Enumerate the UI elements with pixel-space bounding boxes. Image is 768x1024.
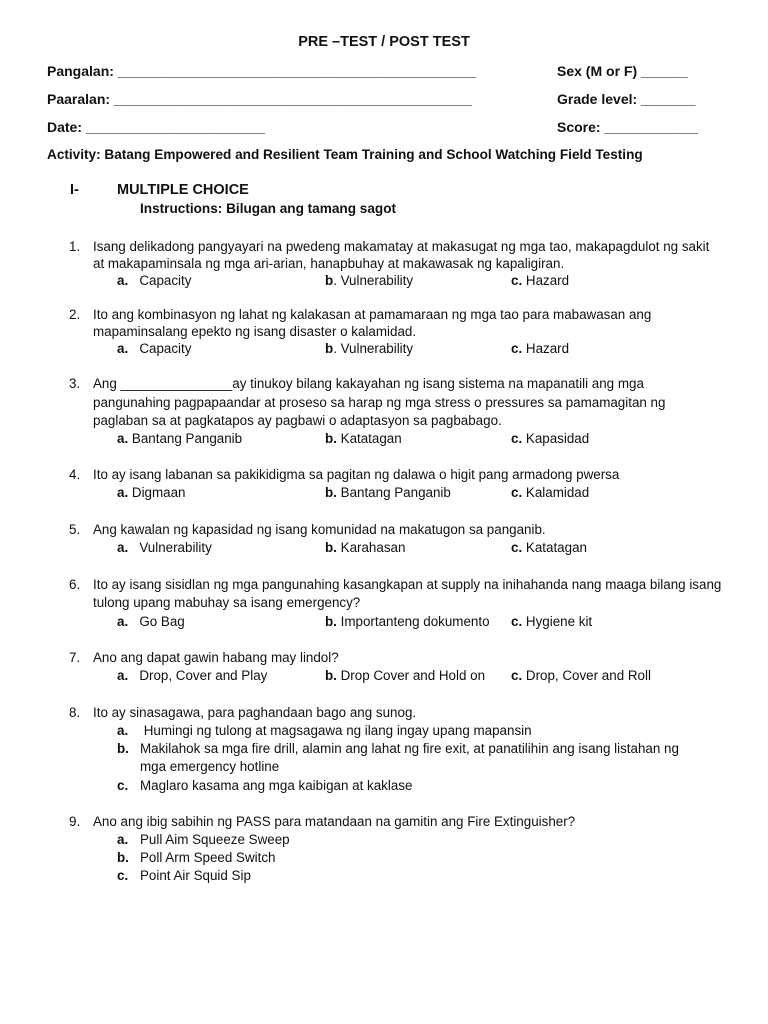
question-line: Ito ay isang sisidlan ng mga pangunahing kasangkapan at supply na inihahanda nang maaga bilang isang: [93, 577, 722, 592]
question-line: Isang delikadong pangyayari na pwedeng makamatay at makasugat ng mga tao, makapagdulot ng sakit: [93, 239, 710, 254]
option-text: Hygiene kit: [525, 614, 593, 629]
option-text: Capacity: [139, 341, 192, 356]
section-number: I-: [70, 182, 79, 198]
option-c[interactable]: [511, 272, 569, 289]
question-text: [93, 649, 733, 666]
option-text: Hazard: [525, 341, 570, 356]
question-number: 9.: [69, 814, 81, 829]
option-a[interactable]: [117, 430, 242, 447]
option-b[interactable]: [325, 340, 413, 357]
option-letter: a.: [117, 668, 129, 683]
option-letter: b.: [117, 850, 129, 865]
option-text: Drop Cover and Hold on: [340, 668, 486, 683]
option-letter: a.: [117, 723, 129, 738]
option-letter: b.: [325, 485, 337, 500]
option-letter: a.: [117, 431, 129, 446]
option-b[interactable]: [325, 667, 485, 684]
option-letter: c.: [511, 485, 523, 500]
option-text: Poll Arm Speed Switch: [140, 850, 276, 865]
question-line: Ito ang kombinasyon ng lahat ng kalakasan at pamamaraan ng mga tao para mabawasan ang: [93, 307, 652, 322]
question-line: at makapaminsala ng mga ari-arian, hanapbuhay at makawasak ng kapaligiran.: [93, 256, 565, 271]
option-text: Digmaan: [131, 485, 186, 500]
option-text: Bantang Panganib: [340, 485, 451, 500]
option-text: Kapasidad: [525, 431, 590, 446]
option-letter: a.: [117, 485, 129, 500]
option-letter: b.: [117, 741, 129, 756]
option-a[interactable]: [117, 484, 186, 501]
option-b[interactable]: [325, 539, 405, 556]
question-text: [93, 704, 733, 721]
option-text: Drop, Cover and Play: [139, 668, 268, 683]
option-b[interactable]: [325, 484, 451, 501]
question-line: tulong upang mabuhay sa isang emergency?: [93, 595, 361, 610]
question-number: 2.: [69, 307, 81, 322]
option-letter: b: [325, 341, 334, 356]
question-number: 4.: [69, 467, 81, 482]
sex-field: Sex (M or F) ______: [557, 63, 688, 79]
question-line: Ito ay sinasagawa, para paghandaan bago ang sunog.: [93, 705, 417, 720]
option-letter: c.: [511, 668, 523, 683]
option-letter: c.: [511, 614, 523, 629]
page-title: PRE –TEST / POST TEST: [298, 34, 470, 50]
option-a[interactable]: [117, 667, 267, 684]
option-c[interactable]: [511, 484, 589, 501]
option-text: Point Air Squid Sip: [140, 868, 251, 883]
option-text: Hazard: [525, 273, 570, 288]
option-letter: b.: [325, 614, 337, 629]
option-text: Humingi ng tulong at magsagawa ng ilang ingay upang mapansin: [140, 723, 532, 738]
option-a[interactable]: [117, 539, 212, 556]
section-instructions: Instructions: Bilugan ang tamang sagot: [140, 201, 397, 216]
question-line: mapaminsalang epekto ng isang disaster o kalamidad.: [93, 324, 417, 339]
option-text: Capacity: [139, 273, 192, 288]
option-a[interactable]: [117, 272, 191, 289]
option-text: Drop, Cover and Roll: [525, 668, 651, 683]
question-line: Ano ang ibig sabihin ng PASS para matandaan na gamitin ang Fire Extinguisher?: [93, 814, 576, 829]
date-field: Date: _______________________: [47, 119, 265, 135]
section-title: MULTIPLE CHOICE: [117, 182, 249, 198]
option-c[interactable]: [511, 539, 587, 556]
question-text: [93, 375, 733, 431]
option-text: Katatagan: [340, 431, 402, 446]
option-text: Go Bag: [139, 614, 185, 629]
question-number: 3.: [69, 376, 81, 391]
option-letter: a.: [117, 832, 129, 847]
option-text: Bantang Panganib: [131, 431, 243, 446]
option-letter: b: [325, 273, 334, 288]
question-line: Ang kawalan ng kapasidad ng isang komunidad na makatugon sa panganib.: [93, 522, 546, 537]
option-text: Katatagan: [525, 540, 587, 555]
option-letter: b.: [325, 540, 337, 555]
option-text: . Vulnerability: [333, 273, 414, 288]
option-letter: a.: [117, 614, 129, 629]
activity-title: Activity: Batang Empowered and Resilient Team Training and School Watching Field Testing: [47, 147, 643, 162]
option-letter: c.: [511, 273, 523, 288]
question-text: [93, 576, 733, 612]
option-c[interactable]: [511, 340, 569, 357]
question-text: [93, 306, 733, 340]
option-text: [140, 740, 720, 777]
option-a[interactable]: [117, 613, 185, 630]
option-text: Maglaro kasama ang mga kaibigan at kaklase: [140, 778, 413, 793]
grade-level-field: Grade level: _______: [557, 91, 696, 107]
question-text: [93, 813, 733, 830]
option-letter: c.: [511, 540, 523, 555]
option-letter: c.: [511, 341, 523, 356]
question-number: 6.: [69, 577, 81, 592]
option-text: . Vulnerability: [333, 341, 414, 356]
option-c[interactable]: [511, 667, 651, 684]
option-line: mga emergency hotline: [140, 759, 280, 775]
option-line: Makilahok sa mga fire drill, alamin ang lahat ng fire exit, at panatilihin ang isang listahan ng: [140, 741, 679, 756]
option-letter: b.: [325, 668, 337, 683]
question-number: 8.: [69, 705, 81, 720]
question-line: pangunahing pagpapaandar at proseso sa harap ng mga stress o pressures sa pamamagitan ng: [93, 394, 666, 410]
option-text: Kalamidad: [525, 485, 590, 500]
option-a[interactable]: [117, 340, 191, 357]
option-text: Pull Aim Squeeze Sweep: [140, 832, 290, 847]
question-line: Ano ang dapat gawin habang may lindol?: [93, 650, 339, 665]
question-line: Ito ay isang labanan sa pakikidigma sa pagitan ng dalawa o higit pang armadong pwersa: [93, 467, 620, 482]
option-letter: b.: [325, 431, 337, 446]
option-letter: a.: [117, 341, 129, 356]
option-text: Karahasan: [340, 540, 406, 555]
school-field: Paaralan: ______________________________________________: [47, 91, 473, 107]
option-text: Vulnerability: [139, 540, 212, 555]
question-line: paglaban sa at pagkatapos ay pagbawi o adaptasyon sa pagbabago.: [93, 413, 502, 428]
option-letter: c.: [117, 778, 129, 793]
option-b[interactable]: [325, 430, 402, 447]
option-c[interactable]: [511, 430, 589, 447]
question-line: Ang _______________ay tinukoy bilang kakayahan ng isang sistema na mapanatili ang mga: [93, 376, 644, 391]
question-text: [93, 466, 733, 483]
question-number: 1.: [69, 239, 81, 254]
name-field: Pangalan: ______________________________________________: [47, 63, 476, 79]
option-b[interactable]: [325, 272, 413, 289]
option-c[interactable]: [511, 613, 592, 630]
question-text: [93, 238, 733, 272]
option-letter: c.: [117, 868, 129, 883]
option-text: Importanteng dokumento: [340, 614, 490, 629]
score-field: Score: ____________: [557, 119, 698, 135]
option-letter: c.: [511, 431, 523, 446]
option-letter: a.: [117, 540, 129, 555]
question-number: 7.: [69, 650, 81, 665]
question-text: [93, 521, 733, 538]
option-letter: a.: [117, 273, 129, 288]
option-b[interactable]: [325, 613, 490, 630]
question-number: 5.: [69, 522, 81, 537]
